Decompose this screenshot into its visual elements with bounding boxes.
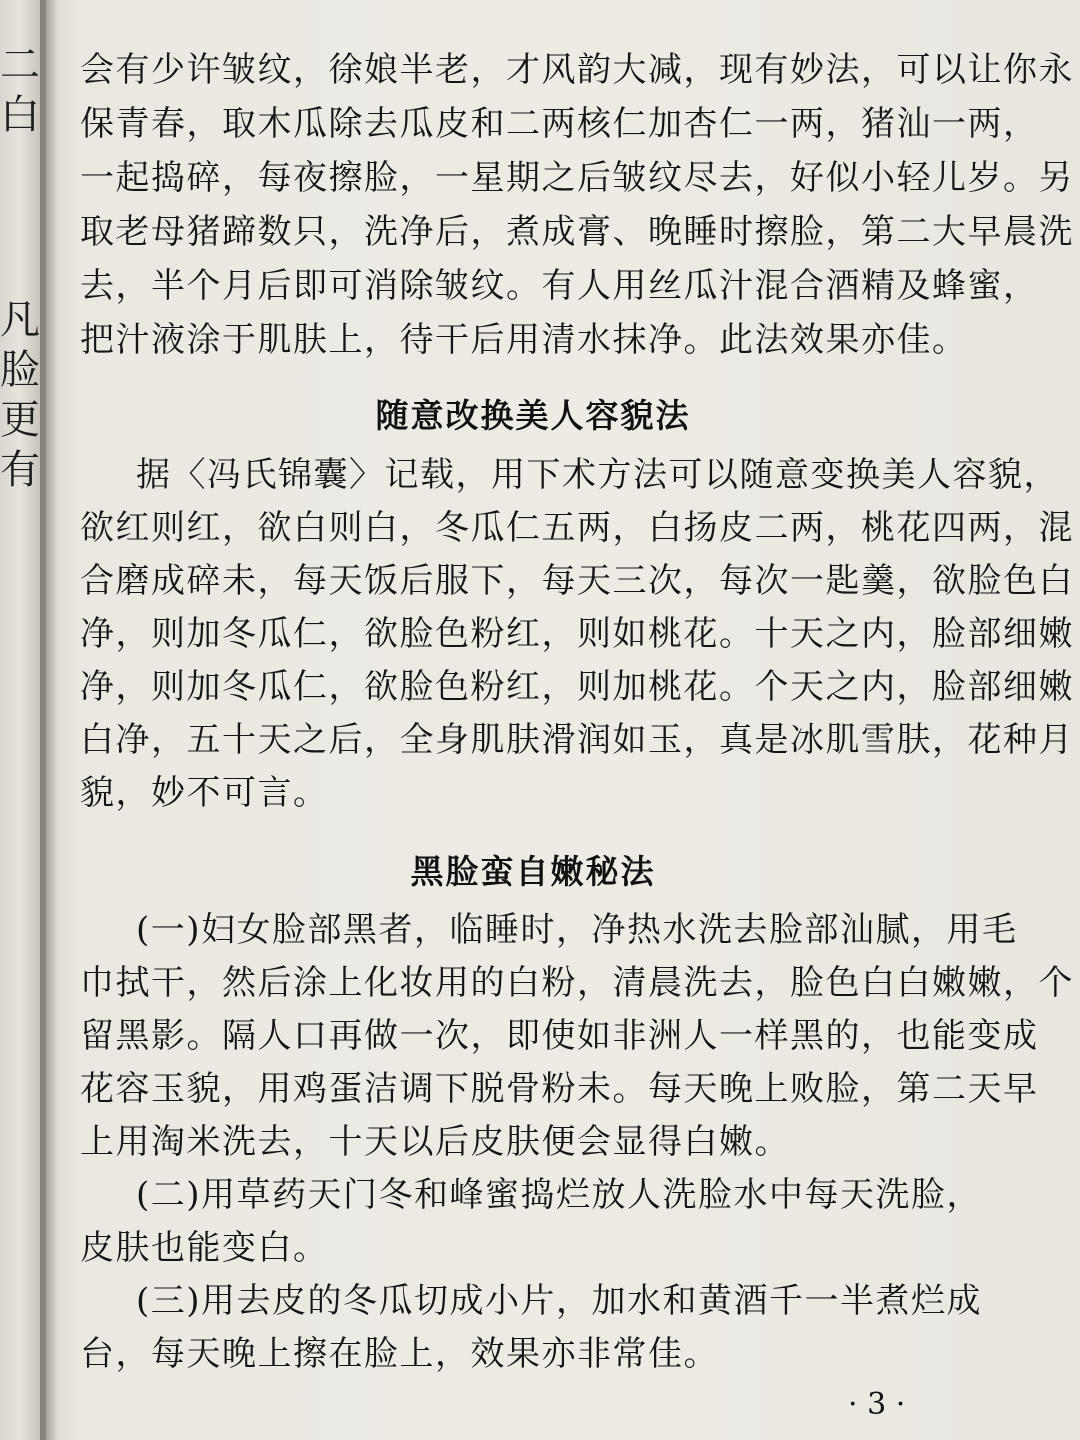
text-line: 净，则加冬瓜仁，欲脸色粉红，则如桃花。十天之内，脸部细嫩 bbox=[80, 614, 1074, 654]
text-line: 巾拭干，然后涂上化妆用的白粉，清晨洗去，脸色白白嫩嫩，个 bbox=[80, 963, 1074, 1003]
text-line: 保青春，取木瓜除去瓜皮和二两核仁加杏仁一两，猪汕一两， bbox=[80, 104, 1039, 144]
text-line: (一)妇女脸部黑者，临睡时，净热水洗去脸部汕腻，用毛 bbox=[136, 910, 1018, 950]
text-line: (三)用去皮的冬瓜切成小片，加水和黄酒千一半煮烂成 bbox=[136, 1281, 983, 1321]
text-line: 据〈冯氏锦囊〉记载，用下术方法可以随意变换美人容貌， bbox=[136, 455, 1059, 495]
text-line: 白净，五十天之后，全身肌肤滑润如玉，真是冰肌雪肤，花种月 bbox=[80, 720, 1074, 760]
left-page-glyph: 白 bbox=[0, 92, 40, 138]
right-page bbox=[58, 0, 1080, 1440]
text-line: 取老母猪蹄数只，洗净后，煮成膏、晚睡时擦脸，第二大早晨洗 bbox=[80, 212, 1074, 252]
text-line: 合磨成碎未，每天饭后服下，每天三次，每次一匙羹，欲脸色白 bbox=[80, 561, 1074, 601]
text-line: 一起捣碎，每夜擦脸，一星期之后皱纹尽去，好似小轻儿岁。另 bbox=[80, 158, 1074, 198]
text-line: 去，半个月后即可消除皱纹。有人用丝瓜汁混合酒精及蜂蜜， bbox=[80, 266, 1039, 306]
left-page-glyph: 二 bbox=[0, 42, 40, 88]
text-line: 净，则加冬瓜仁，欲脸色粉红，则加桃花。个天之内，脸部细嫩 bbox=[80, 667, 1074, 707]
left-page-glyph: 脸 bbox=[0, 347, 40, 393]
text-line: 把汁液涂于肌肤上，待干后用清水抹净。此法效果亦佳。 bbox=[80, 320, 968, 360]
text-line: (二)用草药天门冬和峰蜜捣烂放人洗脸水中每天洗脸， bbox=[136, 1175, 983, 1215]
text-line: 花容玉貌，用鸡蛋洁调下脱骨粉未。每天晚上败脸，第二天早 bbox=[80, 1069, 1039, 1109]
book-gutter-shadow bbox=[40, 0, 58, 1440]
text-line: 台，每天晚上擦在脸上，效果亦非常佳。 bbox=[80, 1334, 719, 1374]
text-line: 会有少许皱纹，徐娘半老，才风韵大减，现有妙法，可以让你永 bbox=[80, 50, 1074, 90]
left-page-glyph: 有 bbox=[0, 447, 40, 493]
text-line: 欲红则红，欲白则白，冬瓜仁五两，白扬皮二两，桃花四两，混 bbox=[80, 508, 1074, 548]
text-line: 上用淘米洗去，十天以后皮肤便会显得白嫩。 bbox=[80, 1122, 790, 1162]
text-line: 貌，妙不可言。 bbox=[80, 773, 329, 813]
text-line: 皮肤也能变白。 bbox=[80, 1228, 329, 1268]
page-number: · 3 · bbox=[848, 1387, 906, 1422]
text-line: 留黑影。隔人口再做一次，即使如非洲人一样黑的，也能变成 bbox=[80, 1016, 1039, 1056]
left-page-glyph: 凡 bbox=[0, 297, 40, 343]
section-heading: 黑脸蛮自嫩秘法 bbox=[410, 852, 656, 891]
section-heading: 随意改换美人容貌法 bbox=[375, 396, 691, 435]
left-page-glyph: 更 bbox=[0, 397, 40, 443]
